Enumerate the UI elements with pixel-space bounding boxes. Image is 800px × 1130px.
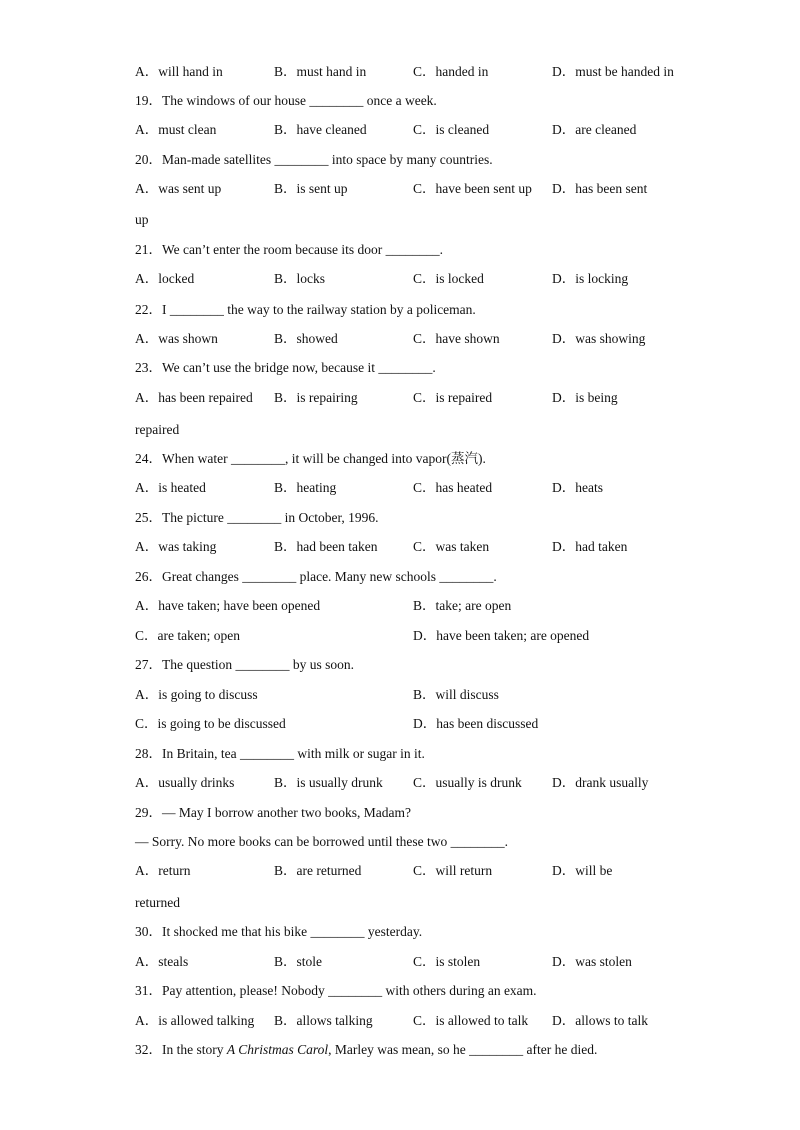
option-a: A．have taken; have been opened <box>135 598 321 613</box>
continuation-text <box>135 894 180 912</box>
question-text <box>135 982 537 1000</box>
option-a: A．was shown <box>135 331 218 346</box>
question-stem-part: 32．In the story <box>135 1042 227 1057</box>
option-b: B．take; are open <box>413 598 512 613</box>
question-stem: 30．It shocked me that his bike ________ yesterday. <box>135 924 423 939</box>
option-b: B．must hand in <box>274 64 367 79</box>
option-a: A．is going to discuss <box>135 687 258 702</box>
question-stem: 21．We can’t enter the room because its door ________. <box>135 242 443 257</box>
question-text <box>135 656 354 674</box>
option-b: B．is usually drunk <box>274 775 383 790</box>
option-c: C．is repaired <box>413 390 493 405</box>
option-a: A．must clean <box>135 122 217 137</box>
option-d: D．are cleaned <box>552 122 637 137</box>
question-text <box>135 241 443 259</box>
question-stem: 19．The windows of our house ________ once a week. <box>135 93 437 108</box>
story-title: A Christmas Carol <box>226 1042 329 1057</box>
option-b: B．will discuss <box>413 687 499 702</box>
question-text <box>135 151 493 169</box>
option-c: C．have been sent up <box>413 181 532 196</box>
question-stem: 28．In Britain, tea ________ with milk or sugar in it. <box>135 746 425 761</box>
question-text <box>135 568 497 586</box>
option-d: D．allows to talk <box>552 1013 648 1028</box>
option-d: D．was showing <box>552 331 646 346</box>
continuation-text <box>135 211 149 229</box>
option-b: B．locks <box>274 271 326 286</box>
option-d: D．is locking <box>552 271 629 286</box>
option-a: A．steals <box>135 954 189 969</box>
question-stem-part: , Marley was mean, so he ________ after he died. <box>328 1042 598 1057</box>
question-stem: 23．We can’t use the bridge now, because it ________. <box>135 360 436 375</box>
continuation-text <box>135 421 179 439</box>
question-stem: 27．The question ________ by us soon. <box>135 657 354 672</box>
option-a: A．return <box>135 863 191 878</box>
option-b: D．has been discussed <box>413 716 539 731</box>
option-b: B．allows talking <box>274 1013 373 1028</box>
question-text <box>135 804 411 822</box>
option-a: A．was sent up <box>135 181 222 196</box>
question-text <box>135 359 436 377</box>
question-text <box>135 1041 597 1059</box>
continuation-line: repaired <box>135 422 180 437</box>
option-d: D．is being <box>552 390 618 405</box>
option-a: A．locked <box>135 271 195 286</box>
option-c: C．is stolen <box>413 954 481 969</box>
question-stem: 26．Great changes ________ place. Many new schools ________. <box>135 569 497 584</box>
option-a: C．is going to be discussed <box>135 716 286 731</box>
option-a: C．are taken; open <box>135 628 240 643</box>
option-b: B．is sent up <box>274 181 348 196</box>
option-c: C．handed in <box>413 64 489 79</box>
option-a: A．is heated <box>135 480 206 495</box>
question-text <box>135 745 425 763</box>
option-c: C．is allowed to talk <box>413 1013 529 1028</box>
option-b: B．stole <box>274 954 323 969</box>
option-d: D．drank usually <box>552 775 649 790</box>
continuation-text <box>135 833 508 851</box>
question-text <box>135 301 476 319</box>
option-b: B．are returned <box>274 863 362 878</box>
option-a: A．is allowed talking <box>135 1013 255 1028</box>
option-d: D．heats <box>552 480 603 495</box>
option-a: A．will hand in <box>135 64 223 79</box>
option-b: D．have been taken; are opened <box>413 628 590 643</box>
continuation-line: — Sorry. No more books can be borrowed until these two ________. <box>135 834 508 849</box>
option-d: D．will be <box>552 863 613 878</box>
option-c: C．will return <box>413 863 493 878</box>
option-c: C．is locked <box>413 271 484 286</box>
option-b: B．is repairing <box>274 390 358 405</box>
option-a: A．usually drinks <box>135 775 235 790</box>
option-d: D．was stolen <box>552 954 632 969</box>
option-b: B．have cleaned <box>274 122 367 137</box>
question-stem: 24．When water ________, it will be changed into vapor(蒸汽). <box>135 451 486 466</box>
question-stem: 20．Man-made satellites ________ into space by many countries. <box>135 152 493 167</box>
option-d: D．has been sent <box>552 181 648 196</box>
option-c: C．is cleaned <box>413 122 490 137</box>
question-stem: 25．The picture ________ in October, 1996. <box>135 510 379 525</box>
option-a: A．was taking <box>135 539 217 554</box>
option-a: A．has been repaired <box>135 390 253 405</box>
option-c: C．was taken <box>413 539 490 554</box>
option-d: D．must be handed in <box>552 64 674 79</box>
question-text <box>135 509 379 527</box>
option-b: B．had been taken <box>274 539 378 554</box>
option-b: B．heating <box>274 480 337 495</box>
option-c: C．have shown <box>413 331 500 346</box>
question-text <box>135 923 422 941</box>
question-stem: 22．I ________ the way to the railway station by a policeman. <box>135 302 476 317</box>
question-text <box>135 92 437 110</box>
question-stem: 29．— May I borrow another two books, Madam? <box>135 805 411 820</box>
question-text <box>135 450 486 468</box>
option-d: D．had taken <box>552 539 628 554</box>
option-c: C．usually is drunk <box>413 775 522 790</box>
option-b: B．showed <box>274 331 338 346</box>
question-stem: 31．Pay attention, please! Nobody ________ with others during an exam. <box>135 983 537 998</box>
continuation-line: up <box>135 212 149 227</box>
continuation-line: returned <box>135 895 180 910</box>
option-c: C．has heated <box>413 480 493 495</box>
